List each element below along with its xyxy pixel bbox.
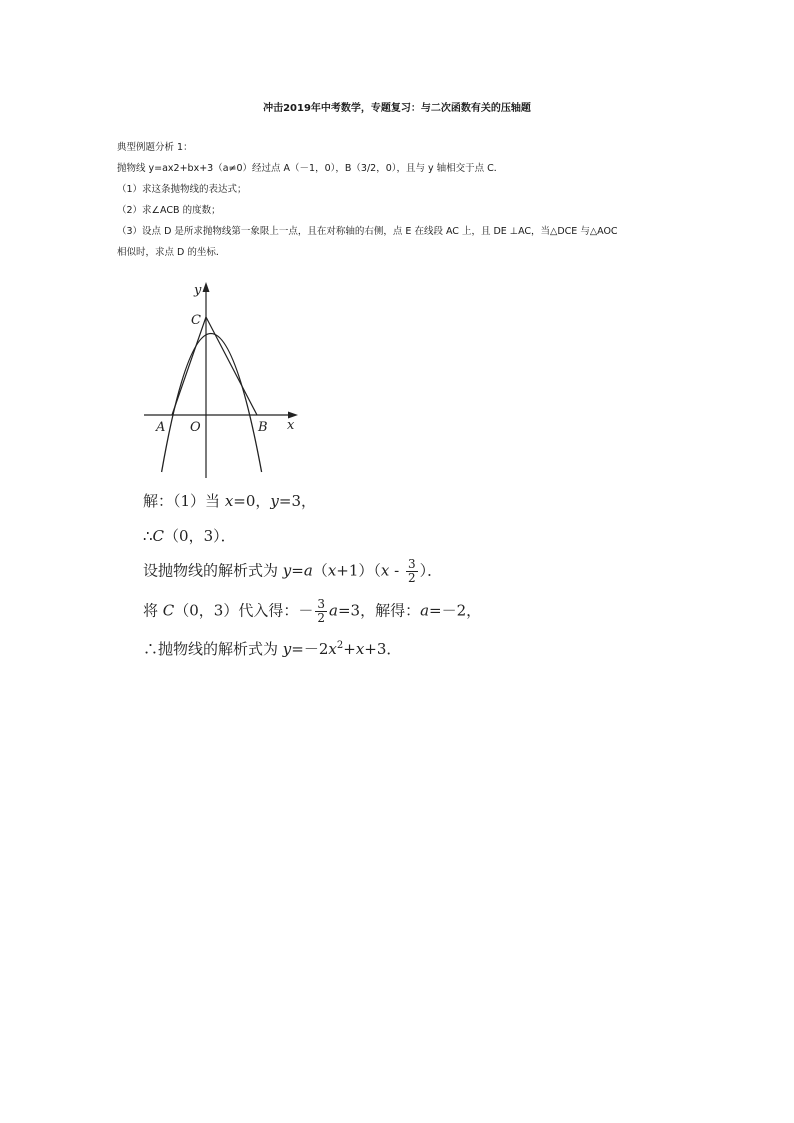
- label-x: x: [287, 418, 295, 433]
- problem-statement: 抛物线 y=ax2+bx+3（a≠0）经过点 A（－1，0），B（3/2，0），且与 y 轴相交于点 C．: [117, 163, 504, 174]
- solution-line-1: 解：（1）当 x=0，y=3，: [143, 492, 317, 510]
- question-3-line-1: （3）设点 D 是所求抛物线第一象限上一点，且在对称轴的右侧，点 E 在线段 AC 上，且 DE ⊥AC，当△DCE 与△AOC: [117, 226, 618, 237]
- solution-line-4: 将 C（0，3）代入得：－ $\frac{3}{2}$ a=3，解得：a=－2，: [143, 597, 482, 625]
- solution-line-3: 设抛物线的解析式为 y=a（x+1）（x - $\frac{3}{2}$ ）．: [143, 557, 443, 585]
- label-a: A: [156, 420, 166, 435]
- fraction-three-halves: $\frac{3}{2}$: [317, 597, 325, 625]
- solution-line-2: ∴C（0，3）．: [143, 527, 236, 545]
- parabola-figure: [140, 280, 305, 480]
- segment-bc: [206, 317, 257, 415]
- question-1: （1）求这条抛物线的表达式；: [117, 184, 247, 195]
- label-b: B: [258, 420, 268, 435]
- question-2: （2）求∠ACB 的度数；: [117, 205, 221, 216]
- question-3-line-2: 相似时，求点 D 的坐标．: [117, 247, 226, 258]
- fraction-three-halves: $\frac{3}{2}$: [407, 557, 416, 585]
- label-y: y: [194, 283, 202, 298]
- solution-line-5: ∴抛物线的解析式为 $y=-2x^2+x+3$．: [143, 640, 402, 658]
- label-o: O: [190, 420, 201, 435]
- page-title: 冲击2019年中考数学，专题复习：与二次函数有关的压轴题: [263, 103, 531, 114]
- y-axis-arrow: [203, 282, 210, 292]
- segment-ac: [172, 317, 206, 415]
- problem-heading: 典型例题分析 1：: [117, 142, 193, 153]
- label-c: C: [191, 313, 201, 328]
